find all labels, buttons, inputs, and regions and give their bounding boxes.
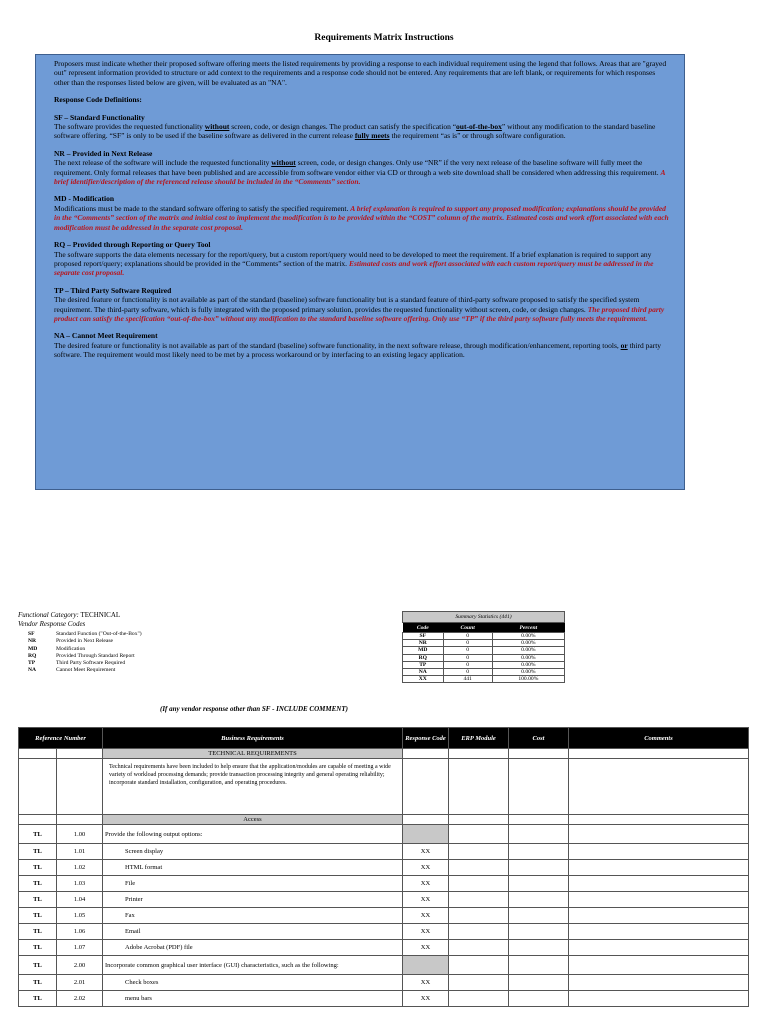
ref-number-cell: 1.05 xyxy=(57,908,103,924)
cost-cell[interactable] xyxy=(509,975,569,991)
requirement-row xyxy=(19,825,749,844)
cost-header: Cost xyxy=(509,728,569,749)
ref-number-cell: 1.00 xyxy=(57,825,103,844)
code-row: MD Modification xyxy=(28,645,86,652)
requirement-row xyxy=(19,860,749,876)
summary-row: TP 0 0.00% xyxy=(403,661,565,668)
comments-cell[interactable] xyxy=(569,892,749,908)
cost-cell[interactable] xyxy=(509,991,569,1007)
ref-number-cell: 1.06 xyxy=(57,924,103,940)
comments-cell[interactable] xyxy=(569,924,749,940)
vendor-codes-list xyxy=(28,631,142,675)
requirement-row xyxy=(19,892,749,908)
category-cell: TL xyxy=(19,940,57,956)
category-cell: TL xyxy=(19,892,57,908)
summary-row: MD 0 0.00% xyxy=(403,647,565,654)
category-cell: TL xyxy=(19,844,57,860)
requirement-cell: File xyxy=(103,876,403,892)
requirement-row xyxy=(19,844,749,860)
requirement-cell: Email xyxy=(103,924,403,940)
response-code-cell[interactable]: XX xyxy=(403,876,449,892)
requirement-row xyxy=(19,908,749,924)
instructions-box xyxy=(35,54,685,490)
intro-paragraph: Proposers must indicate whether their proposed software offering meets the listed requirements by providing a response to each individual requirement using the legend that follows. Areas that are "grayed out" represent information provided to structure or add context to the requirements and a response code should not be entered. Any requirements that are left blank, or requirements for which responses other than the responses listed below are given, will be evaluated as an "NA". xyxy=(54,59,667,87)
summary-statistics xyxy=(402,611,565,683)
code-row: NA Cannot Meet Requirement xyxy=(28,667,116,674)
category-cell: TL xyxy=(19,876,57,892)
cost-cell[interactable] xyxy=(509,924,569,940)
response-code-cell[interactable]: XX xyxy=(403,844,449,860)
code-row: NR Provided in Next Release xyxy=(28,638,114,645)
requirement-row xyxy=(19,876,749,892)
requirement-cell: Check boxes xyxy=(103,975,403,991)
cost-cell[interactable] xyxy=(509,908,569,924)
response-code-cell[interactable]: XX xyxy=(403,940,449,956)
requirement-cell: Screen display xyxy=(103,844,403,860)
response-code-cell[interactable]: XX xyxy=(403,924,449,940)
summary-row: SF 0 0.00% xyxy=(403,633,565,640)
category-cell: TL xyxy=(19,860,57,876)
requirements-matrix xyxy=(18,727,749,1007)
cost-cell[interactable] xyxy=(509,860,569,876)
comments-cell[interactable] xyxy=(569,940,749,956)
response-code-cell[interactable]: XX xyxy=(403,991,449,1007)
cost-cell[interactable] xyxy=(509,956,569,975)
erp-module-cell[interactable] xyxy=(449,876,509,892)
cost-cell[interactable] xyxy=(509,892,569,908)
page-title: Requirements Matrix Instructions xyxy=(314,33,454,43)
erp-module-cell[interactable] xyxy=(449,860,509,876)
requirement-row xyxy=(19,924,749,940)
summary-row: XX 441 100.00% xyxy=(403,676,565,683)
code-row: TP Third Party Software Required xyxy=(28,660,126,667)
code-row: SF Standard Function ("Out-of-the-Box") xyxy=(28,631,142,637)
ref-number-cell: 1.01 xyxy=(57,844,103,860)
requirement-cell: Provide the following output options: xyxy=(103,825,403,844)
cost-cell[interactable] xyxy=(509,844,569,860)
ref-number-cell: 2.01 xyxy=(57,975,103,991)
comments-cell[interactable] xyxy=(569,876,749,892)
erp-module-cell[interactable] xyxy=(449,924,509,940)
summary-row: NA 0 0.00% xyxy=(403,669,565,676)
summary-header: Code xyxy=(403,623,444,633)
ref-number-cell: 1.04 xyxy=(57,892,103,908)
cost-cell[interactable] xyxy=(509,825,569,844)
na-text: The desired feature or functionality is not available as part of the standard (baseline) software functionality, in the next software release, through modification/enhancement, reporting tools, or third party software. The requirement would most likely need to be met by a process workaround or by interfacing to an existing legacy application. xyxy=(54,340,662,360)
nr-text: The next release of the software will include the requested functionality without screen, code, or design changes. Only use “NR” if the very next release of the baseline software will fully meet the requirement. Only formal releases that have been published and are accessible from software vendor either via CD or through a web site download shall be considered when addressing this requirement. A brief identifier/description of the referenced release should be included in the “Comments” section. xyxy=(54,158,666,187)
sf-text: The software provides the requested functionality without screen, code, or design changes. The product can satisfy the specification “out-of-the-box” without any modification to the standard baseline software offering. “SF” is only to be used if the baseline software as delivered in the current release fully meets the requirement “as is” or through software configuration. xyxy=(54,122,656,141)
ref-number-cell: 1.07 xyxy=(57,940,103,956)
response-code-header: Response Code xyxy=(403,728,449,749)
comments-cell[interactable] xyxy=(569,844,749,860)
definitions-heading: Response Code Definitions: xyxy=(54,95,142,105)
requirement-row xyxy=(19,956,749,975)
ref-number-cell: 2.02 xyxy=(57,991,103,1007)
comment-note: (If any vendor response other than SF - INCLUDE COMMENT) xyxy=(160,705,348,713)
comments-header: Comments xyxy=(569,728,749,749)
requirement-row xyxy=(19,940,749,956)
cost-cell[interactable] xyxy=(509,940,569,956)
requirement-cell: menu bars xyxy=(103,991,403,1007)
requirement-row xyxy=(19,991,749,1007)
category-cell: TL xyxy=(19,956,57,975)
category-cell: TL xyxy=(19,991,57,1007)
category-cell: TL xyxy=(19,975,57,991)
requirement-cell: Incorporate common graphical user interface (GUI) characteristics, such as the following: xyxy=(103,956,403,975)
ref-number-cell: 2.00 xyxy=(57,956,103,975)
tp-text: The desired feature or functionality is not available as part of the standard (baseline) software functionality but is a standard feature of third-party software proposed to satisfy the specified system requirement. The third-party software, which is fully integrated with the proposed primary solution, provides the requested functionality without screen, code, or design changes. The proposed third party product can satisfy the specification “out-of-the-box” without any modification to the standard baseline software offering. Only use “TP” if the third party software fully meets the requirement. xyxy=(54,295,665,323)
ref-number-header: Reference Number xyxy=(19,728,103,749)
tp-heading: TP – Third Party Software Required xyxy=(54,285,172,295)
erp-module-cell[interactable] xyxy=(449,975,509,991)
erp-module-cell[interactable] xyxy=(449,892,509,908)
summary-header: Count xyxy=(443,623,492,633)
nr-heading: NR – Provided in Next Release xyxy=(54,148,153,158)
section-description-row: Technical requirements have been included to help ensure that the application/modules are capable of meeting a wide variety of workload processing demands; provide transaction processing integrity and general operating reliability; incorporate standard installation, configuration, and operating procedures. xyxy=(19,759,749,815)
summary-caption: Summary Statistics (441) xyxy=(402,611,565,623)
response-code-cell[interactable] xyxy=(403,825,449,844)
requirement-cell: HTML format xyxy=(103,860,403,876)
rq-text: The software supports the data elements necessary for the report/query, but a custom report/query would need to be developed to meet the requirement. If a brief explanation is required to support any proposed report/query; explanations should be provided in the “Comments” section of the matrix. Estimated costs and work effort associated with each custom report/query must be addressed in the separate cost proposal. xyxy=(54,249,654,278)
comments-cell[interactable] xyxy=(569,860,749,876)
summary-header: Percent xyxy=(492,623,564,633)
erp-module-cell[interactable] xyxy=(449,956,509,975)
response-code-cell[interactable]: XX xyxy=(403,860,449,876)
requirement-cell: Fax xyxy=(103,908,403,924)
response-code-cell[interactable]: XX xyxy=(403,975,449,991)
erp-module-cell[interactable] xyxy=(449,825,509,844)
ref-number-cell: 1.02 xyxy=(57,860,103,876)
requirement-cell: Adobe Acrobat (PDF) file xyxy=(103,940,403,956)
summary-row: RQ 0 0.00% xyxy=(403,654,565,661)
business-req-header: Business Requirements xyxy=(103,728,403,749)
section-title-row: TECHNICAL REQUIREMENTS xyxy=(19,749,749,759)
category-cell: TL xyxy=(19,825,57,844)
erp-module-cell[interactable] xyxy=(449,844,509,860)
ref-number-cell: 1.03 xyxy=(57,876,103,892)
functional-category: Functional Category: TECHNICAL Vendor Response Codes xyxy=(18,611,121,628)
md-text: Modifications must be made to the standard software offering to satisfy the specified requirement. A brief explanation is required to support any proposed modification; explanations should be provided in the “Comments” section of the matrix and initial cost to implement the modification is to be provided within the “COST” column of the matrix. Estimated costs and work effort associated with each modification must be addressed in the separate cost proposal. xyxy=(54,203,669,232)
comments-cell[interactable] xyxy=(569,908,749,924)
comments-cell[interactable] xyxy=(569,825,749,844)
summary-table xyxy=(402,623,565,683)
response-code-cell[interactable]: XX xyxy=(403,892,449,908)
erp-module-cell[interactable] xyxy=(449,940,509,956)
cost-cell[interactable] xyxy=(509,876,569,892)
comments-cell[interactable] xyxy=(569,956,749,975)
requirement-row xyxy=(19,975,749,991)
comments-cell[interactable] xyxy=(569,991,749,1007)
summary-row: NR 0 0.00% xyxy=(403,640,565,647)
sf-heading: SF – Standard Functionality xyxy=(54,112,145,122)
vendor-codes-label: Vendor Response Codes xyxy=(18,619,86,628)
response-code-cell[interactable] xyxy=(403,956,449,975)
comments-cell[interactable] xyxy=(569,975,749,991)
erp-module-header: ERP Module xyxy=(449,728,509,749)
na-heading: NA – Cannot Meet Requirement xyxy=(54,331,158,341)
rq-heading: RQ – Provided through Reporting or Query Tool xyxy=(54,240,211,250)
subsection-row: Access xyxy=(19,815,749,825)
erp-module-cell[interactable] xyxy=(449,908,509,924)
category-cell: TL xyxy=(19,924,57,940)
requirement-cell: Printer xyxy=(103,892,403,908)
category-cell: TL xyxy=(19,908,57,924)
code-row: RQ Provided Through Standard Report xyxy=(28,652,135,659)
md-heading: MD - Modification xyxy=(54,194,114,204)
erp-module-cell[interactable] xyxy=(449,991,509,1007)
response-code-cell[interactable]: XX xyxy=(403,908,449,924)
